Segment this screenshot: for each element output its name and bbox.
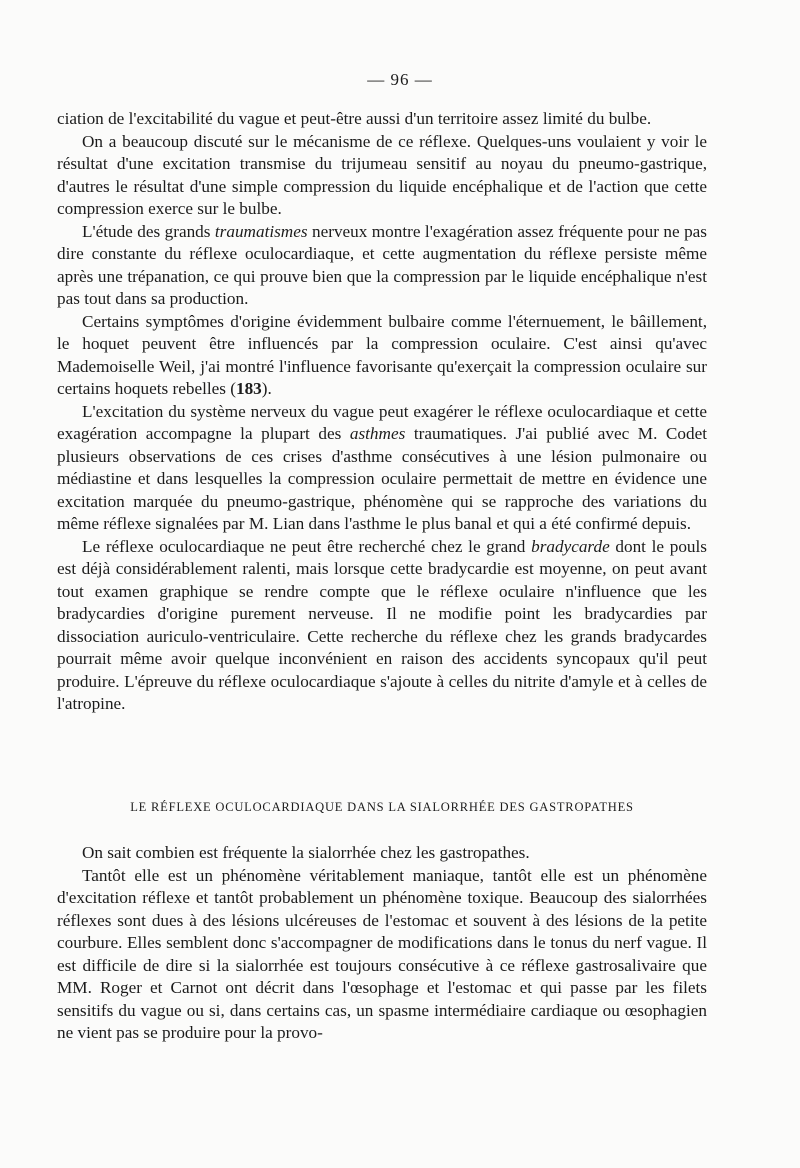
text-segment: On a beaucoup discuté sur le mécanisme de ce réflexe. Quelques-uns voulaient y voir le résultat d'une excitation transmise du trijumeau sensitif au noyau du pneumo-gastrique, d'autres le résultat d'une simple compression du liquide encéphalique et de l'action que cette compression exerce sur le bulbe. (57, 131, 707, 218)
paragraph-7 (57, 842, 707, 865)
paragraph-1 (57, 108, 707, 131)
text-segment: Certains symptômes d'origine évidemment bulbaire comme l'éternuement, le bâillement, le hoquet peuvent être influencés par la compression oculaire. C'est ainsi qu'avec Mademoiselle Weil, j'ai montré l'influence favorisante qu'exerçait la compression oculaire sur certains hoquets rebelles ( (57, 311, 707, 398)
text-segment: ). (261, 379, 272, 398)
italic-term: bradycarde (531, 536, 610, 556)
text-segment: On sait combien est fréquente la sialorrhée chez les gastropathes. (82, 843, 530, 862)
text-segment: traumatiques. J'ai publié avec M. Codet plusieurs observations de ces crises d'asthme consécutives à une lésion pulmonaire ou médiastine et dans lesquelles la compression oculaire permettait de mettre en évidence une excitation marquée du pneumo-gastrique, phénomène qui se rapproche des variations du même réflexe signalées par M. Lian dans l'asthme le plus banal et qui a été confirmé depuis. (57, 424, 707, 533)
text-segment: nerveux montre l'exagération assez fréquente pour ne pas dire constante du réflexe oculocardiaque, et cette augmentation du réflexe persiste même après une trépanation, ce qui prouve bien que la compression par le liquide encéphalique n'est pas tout dans sa production. (57, 221, 707, 308)
text-segment: ciation de l'excitabilité du vague et peut-être aussi d'un territoire assez limité du bulbe. (57, 109, 652, 128)
text-segment: Le réflexe oculocardiaque ne peut être recherché chez le grand (82, 536, 532, 556)
paragraph-8 (57, 865, 707, 1045)
main-text-block (57, 108, 707, 716)
italic-term: asthmes (349, 424, 406, 443)
paragraph-4 (57, 311, 707, 401)
paragraph-3 (57, 221, 707, 311)
page-number: — 96 — (367, 70, 433, 89)
text-segment: L'excitation du système nerveux du vague peut exagérer le réflexe oculocardiaque et cette exagération accompagne la plupart des (57, 401, 707, 443)
section-heading: LE RÉFLEXE OCULOCARDIAQUE DANS LA SIALORRHÉE DES GASTROPATHES (130, 800, 634, 814)
section-text-block (57, 842, 707, 1045)
text-segment: Tantôt elle est un phénomène véritablement maniaque, tantôt elle est un phénomène d'excitation réflexe et tantôt probablement un phénomène toxique. Beaucoup des sialorrhées réflexes sont dues à des lésions ulcéreuses de l'estomac et souvent à des lésions de la petite courbure. Elles semblent donc s'accompagner de modifications dans le tonus du nerf vague. Il est difficile de dire si la sialorrhée est toujours consécutive à ce réflexe gastrosalivaire que MM. Roger et Carnot ont décrit dans l'œsophage et l'estomac et qui passe par les filets sensitifs du vague ou si, dans certains cas, un spasme intermédiaire cardiaque ou œsophagien ne vient pas se produire pour la provo- (57, 865, 707, 1042)
paragraph-6 (57, 536, 707, 716)
paragraph-5 (57, 401, 707, 536)
text-segment: L'étude des grands (82, 221, 215, 241)
text-segment: dont le pouls est déjà considérablement ralenti, mais lorsque cette bradycardie est moyenne, on peut avant tout examen graphique se rendre compte que le réflexe oculaire n'influence que les bradycardies d'origine purement nerveuse. Il ne modifie point les bradycardies par dissociation auriculo-ventriculaire. Cette recherche du réflexe chez les grands bradycardes pourrait même avoir quelque inconvénient en raison des accidents syncopaux qu'il peut produire. L'épreuve du réflexe oculocardiaque s'ajoute à celles du nitrite d'amyle et à celles de l'atropine. (57, 536, 707, 713)
paragraph-2 (57, 131, 707, 221)
reference-number: 183 (235, 379, 262, 398)
italic-term: traumatismes (214, 221, 308, 241)
